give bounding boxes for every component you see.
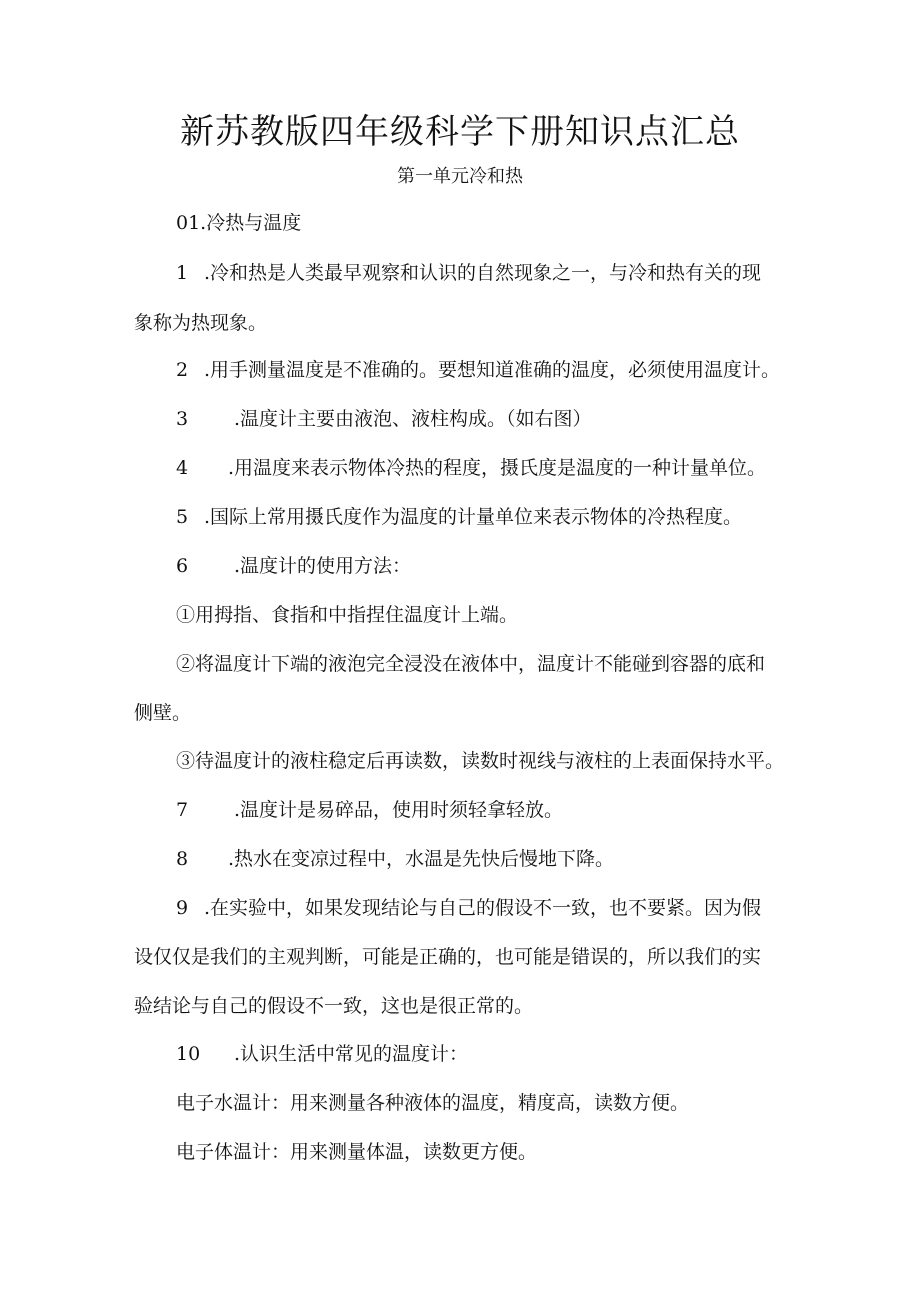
lesson-heading: 01.冷热与温度 <box>176 212 302 234</box>
item-text-continued: 设仅仅是我们的主观判断，可能是正确的，也可能是错误的，所以我们的实 <box>134 946 762 968</box>
list-item <box>176 504 742 530</box>
list-item <box>176 455 766 481</box>
item-number: 4 <box>176 457 189 479</box>
sub-item: 电子水温计：用来测量各种液体的温度，精度高，读数方便。 <box>176 1092 690 1114</box>
document-title: 新苏教版四年级科学下册知识点汇总 <box>180 112 740 152</box>
list-item <box>176 357 780 383</box>
item-number: 7 <box>176 799 189 821</box>
sub-item: ①用拇指、食指和中指捏住温度计上端。 <box>176 604 519 626</box>
item-number: 6 <box>176 555 189 577</box>
item-text: .认识生活中常见的温度计： <box>234 1043 469 1065</box>
list-item <box>176 553 411 579</box>
sub-item-continued: 侧壁。 <box>134 702 192 724</box>
item-text: .温度计是易碎品，使用时须轻拿轻放。 <box>234 799 564 821</box>
item-text: .温度计的使用方法： <box>234 555 412 577</box>
list-item <box>176 260 761 286</box>
item-number: 10 <box>176 1043 201 1065</box>
item-text: .温度计主要由液泡、液柱构成。（如右图） <box>234 408 592 430</box>
list-item <box>176 406 592 432</box>
item-number: 8 <box>176 848 189 870</box>
item-text: .国际上常用摄氏度作为温度的计量单位来表示物体的冷热程度。 <box>204 506 743 528</box>
sub-item: ②将温度计下端的液泡完全浸没在液体中，温度计不能碰到容器的底和 <box>176 653 766 675</box>
item-number: 1 <box>176 262 189 284</box>
item-text: .在实验中，如果发现结论与自己的假设不一致，也不要紧。因为假 <box>204 897 762 919</box>
list-item <box>176 846 614 872</box>
sub-item: ③待温度计的液柱稳定后再读数，读数时视线与液柱的上表面保持水平。 <box>176 750 785 772</box>
list-item <box>176 1041 468 1067</box>
item-text-continued: 验结论与自己的假设不一致，这也是很正常的。 <box>134 995 534 1017</box>
item-text: .用手测量温度是不准确的。要想知道准确的温度，必须使用温度计。 <box>204 359 781 381</box>
item-number: 3 <box>176 408 189 430</box>
item-text: .热水在变凉过程中，水温是先快后慢地下降。 <box>228 848 615 870</box>
item-text-continued: 象称为热现象。 <box>134 312 268 334</box>
list-item <box>176 895 761 921</box>
item-text: .用温度来表示物体冷热的程度，摄氏度是温度的一种计量单位。 <box>228 457 767 479</box>
item-number: 9 <box>176 897 189 919</box>
sub-item: 电子体温计：用来测量体温，读数更方便。 <box>176 1141 538 1163</box>
unit-heading: 第一单元冷和热 <box>397 166 523 187</box>
item-number: 5 <box>176 506 189 528</box>
list-item <box>176 797 563 823</box>
item-number: 2 <box>176 359 189 381</box>
item-text: .冷和热是人类最早观察和认识的自然现象之一，与冷和热有关的现 <box>204 262 762 284</box>
